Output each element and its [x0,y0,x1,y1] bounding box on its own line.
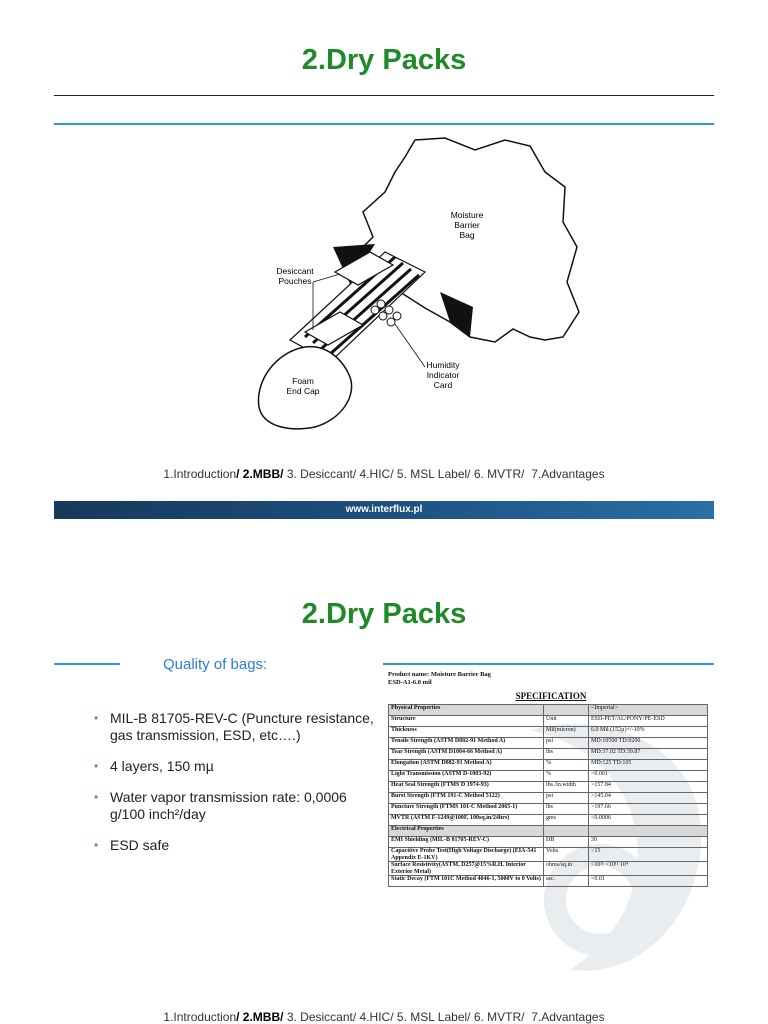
table-row [389,862,708,876]
table-cell: Physical Properties [389,705,544,716]
table-cell: <15 [589,848,708,862]
slide1-title: 2.Dry Packs [301,44,467,76]
bullet-icon: • [94,790,99,804]
table-cell: % [544,760,589,771]
table-cell: >157.84 [589,782,708,793]
nav-desiccant[interactable]: 3. Desiccant [286,467,353,481]
bag-label: Moisture Barrier Bag [450,210,484,240]
table-cell: <0.0006 [589,815,708,826]
nav-mvtr[interactable]: 6. MVTR [473,467,522,481]
table-cell: psi [544,793,589,804]
slide2-title: 2.Dry Packs [301,598,467,630]
table-cell: Unit [544,716,589,727]
divider [54,123,714,125]
nav-advantages[interactable]: 7.Advantages [531,1010,605,1024]
nav-msl-label[interactable]: 5. MSL Label [396,1010,468,1024]
table-cell: 30 [589,837,708,848]
table-cell: gms [544,815,589,826]
table-cell: Mil(micron) [544,727,589,738]
table-cell: MD:10500 TD:9200 [589,738,708,749]
table-row [389,705,708,716]
table-cell: lbs [544,804,589,815]
table-cell: Capacitive Probe Test(High Voltage Discharge) (EIA-541 Appendix E-1KV) [389,848,544,862]
foam-label: Foam End Cap [286,376,320,396]
specification-sheet [388,671,714,887]
table-row [389,826,708,837]
table-cell: Structure [389,716,544,727]
table-cell: Burst Strength (FTM 191-C Method 5122) [389,793,544,804]
table-cell: <10¹¹ <10¹¹ 10⁴ [589,862,708,876]
bullet-icon: • [94,838,99,852]
table-row [389,716,708,727]
table-cell: >145.04 [589,793,708,804]
slide-navigation: 1.Introduction/ 2.MBB/ 3. Desiccant/ 4.HIC/ 5. MSL Label/ 6. MVTR/ 7.Advantages [163,467,605,481]
dry-pack-diagram [245,132,595,444]
table-cell: psi [544,738,589,749]
hic-label: Humidity Indicator Card [426,360,460,390]
nav-hic[interactable]: 4.HIC [359,467,391,481]
nav-advantages[interactable]: 7.Advantages [531,467,605,481]
bullet-icon: • [94,759,99,773]
bullet-icon: • [94,711,99,725]
table-cell: DB [544,837,589,848]
nav-introduction[interactable]: 1.Introduction [163,1010,237,1024]
table-cell: Light Transmission (ASTM D-1003-92) [389,771,544,782]
table-row [389,738,708,749]
table-cell: Puncture Strength (FTMS 101-C Method 2065-1) [389,804,544,815]
nav-mbb[interactable]: 2.MBB [242,1010,281,1024]
table-cell: >197.66 [589,804,708,815]
product-code: ESD-A1-6.0 mil [388,679,432,686]
nav-hic[interactable]: 4.HIC [359,1010,391,1024]
table-row [389,848,708,862]
table-cell: ESD-PET/AL/PONY/PE-ESD [589,716,708,727]
list-item: • Water vapor transmission rate: 0,0006 g/100 inch²/day [94,789,347,822]
list-item: • MIL-B 81705-REV-C (Puncture resistance, gas transmission, ESD, etc….) [94,710,374,743]
table-cell: MVTR (ASTM F-1249@100F, 100sq.in/24hrs) [389,815,544,826]
nav-mvtr[interactable]: 6. MVTR [473,1010,522,1024]
table-cell: ohms/sq.in [544,862,589,876]
product-name: Product name: Moisture Barrier Bag [388,671,491,678]
table-cell: MD:37.02 TD:39.87 [589,749,708,760]
table-cell: MD:125 TD:105 [589,760,708,771]
table-cell: Elongation (ASTM D882-91 Method A) [389,760,544,771]
table-row [389,876,708,887]
desiccant-label: Desiccant Pouches [276,266,314,286]
table-cell: sec. [544,876,589,887]
table-row [389,815,708,826]
table-cell: Tensile Strength (ASTM D882-91 Method A) [389,738,544,749]
table-cell: Heat Seal Strength (FTMS D 1974-93) [389,782,544,793]
list-item: • 4 layers, 150 mµ [94,758,214,774]
table-cell [544,826,589,837]
table-cell: Electrical Properties [389,826,544,837]
table-cell: Surface Resistivity(ASTM, D257@15%R.H. Interior Exterior Metal) [389,862,544,876]
table-cell: Volts [544,848,589,862]
table-cell: Static Decay (FTM 101C Method 4046-1, 5000V to 0 Volts) [389,876,544,887]
nav-desiccant[interactable]: 3. Desiccant [286,1010,353,1024]
table-row [389,804,708,815]
table-cell [589,826,708,837]
spec-table [388,704,708,887]
table-cell: 6.0 Mil (152µ)+/-10% [589,727,708,738]
nav-mbb[interactable]: 2.MBB [242,467,281,481]
table-row [389,760,708,771]
divider [54,95,714,96]
quality-subtitle: Quality of bags: [163,656,268,673]
table-cell: Thickness [389,727,544,738]
footer-url-bar[interactable]: www.interflux.pl [54,501,714,519]
table-row [389,837,708,848]
nav-introduction[interactable]: 1.Introduction [163,467,237,481]
slide-navigation: 1.Introduction/ 2.MBB/ 3. Desiccant/ 4.HIC/ 5. MSL Label/ 6. MVTR/ 7.Advantages [163,1010,605,1024]
table-cell [544,705,589,716]
divider [54,663,120,665]
table-row [389,782,708,793]
table-row [389,749,708,760]
table-cell: EMI Shielding (MIL-B 81705-REV-C) [389,837,544,848]
table-cell: Tear Strength (ASTM D1004-66 Method A) [389,749,544,760]
table-cell: <Imperial> [589,705,708,716]
list-item: • ESD safe [94,837,170,853]
divider [383,663,714,665]
table-cell: lbs./in.width [544,782,589,793]
table-cell: <0.01 [589,876,708,887]
table-row [389,771,708,782]
table-cell: lbs [544,749,589,760]
nav-msl-label[interactable]: 5. MSL Label [396,467,468,481]
quality-list [94,710,384,868]
table-cell: <0.001 [589,771,708,782]
table-row [389,793,708,804]
table-cell: % [544,771,589,782]
table-row [389,727,708,738]
spec-title: SPECIFICATION [515,691,587,701]
